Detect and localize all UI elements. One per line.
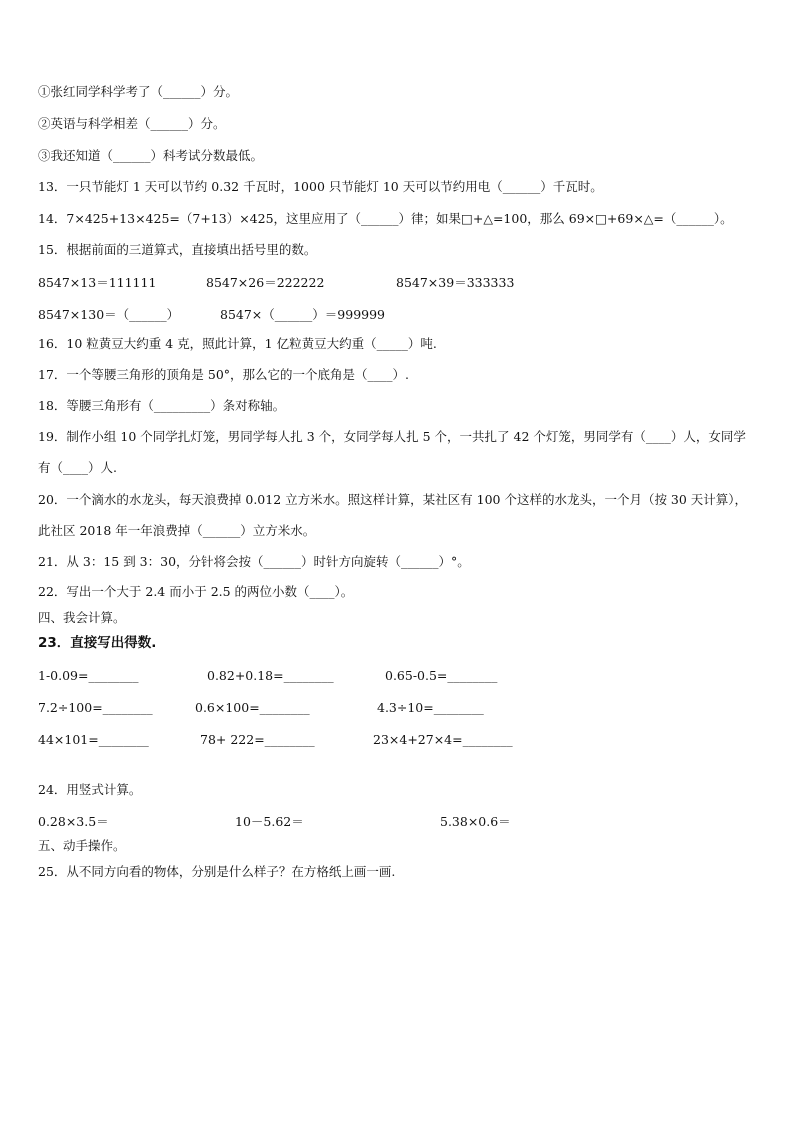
q15-row-2: [38, 305, 758, 321]
question-25: 25．从不同方向看的物体，分别是什么样子？在方格纸上画一画.: [38, 864, 396, 879]
q15-expr: 8547×13＝111111: [38, 275, 157, 290]
question-19: 19．制作小组 10 个同学扎灯笼，男同学每人扎 3 个，女同学每人扎 5 个，一共扎了 42 个灯笼，男同学有（____）人，女同学有（____）人.: [38, 429, 746, 475]
question-22: 22．写出一个大于 2.4 而小于 2.5 的两位小数（____）。: [38, 584, 354, 599]
q23-expr: 23×4+27×4=________: [373, 732, 513, 747]
q24-row: [38, 812, 758, 828]
section-4-heading: 四、我会计算。: [38, 610, 126, 625]
question-21: 21．从 3：15 到 3：30，分针将会按（______）时针方向旋转（______）°。: [38, 554, 470, 569]
q23-expr: 44×101=________: [38, 732, 149, 747]
q24-expr: 10－5.62＝: [235, 814, 304, 829]
q23-row-1: [38, 668, 758, 684]
q15-expr: 8547×39＝333333: [396, 275, 515, 290]
q15-expr: 8547×26＝222222: [206, 275, 325, 290]
q15-expr: 8547×（______）＝999999: [220, 307, 386, 322]
question-17: 17．一个等腰三角形的顶角是 50°，那么它的一个底角是（____）.: [38, 367, 410, 382]
q23-expr: 0.82+0.18=________: [207, 668, 334, 683]
question-20: 20．一个滴水的水龙头，每天浪费掉 0.012 立方米水。照这样计算，某社区有 100 个这样的水龙头，一个月（按 30 天计算），此社区 2018 年一年浪费掉（______）立方米水。: [38, 492, 748, 538]
sub-question-2: ②英语与科学相差（______）分。: [38, 116, 226, 131]
q23-expr: 1-0.09=________: [38, 668, 139, 683]
question-13: 13．一只节能灯 1 天可以节约 0.32 千瓦时，1000 只节能灯 10 天可以节约用电（______）千瓦时。: [38, 179, 603, 194]
question-18: 18．等腰三角形有（_________）条对称轴。: [38, 398, 286, 413]
question-16: 16．10 粒黄豆大约重 4 克，照此计算，1 亿粒黄豆大约重（_____）吨.: [38, 336, 437, 351]
question-14: 14．7×425+13×425=（7+13）×425，这里应用了（______）律；如果□+△=100，那么 69×□+69×△=（______）。: [38, 211, 733, 226]
q23-expr: 78+ 222=________: [200, 732, 315, 747]
question-15: 15．根据前面的三道算式，直接填出括号里的数。: [38, 242, 317, 257]
sub-question-1: ①张红同学科学考了（______）分。: [38, 84, 239, 99]
question-23: 23．直接写出得数.: [38, 635, 157, 651]
q23-expr: 4.3÷10=________: [377, 700, 484, 715]
q15-expr: 8547×130＝（______）: [38, 307, 180, 322]
q23-row-3: [38, 732, 758, 748]
q24-expr: 0.28×3.5＝: [38, 814, 109, 829]
q23-expr: 0.6×100=________: [195, 700, 310, 715]
section-5-heading: 五、动手操作。: [38, 838, 126, 853]
q23-expr: 7.2÷100=________: [38, 700, 153, 715]
q23-expr: 0.65-0.5=________: [385, 668, 498, 683]
q15-row-1: [38, 273, 758, 289]
question-24: 24．用竖式计算。: [38, 782, 142, 797]
q24-expr: 5.38×0.6＝: [440, 814, 511, 829]
sub-question-3: ③我还知道（______）科考试分数最低。: [38, 148, 264, 163]
q23-row-2: [38, 700, 758, 716]
